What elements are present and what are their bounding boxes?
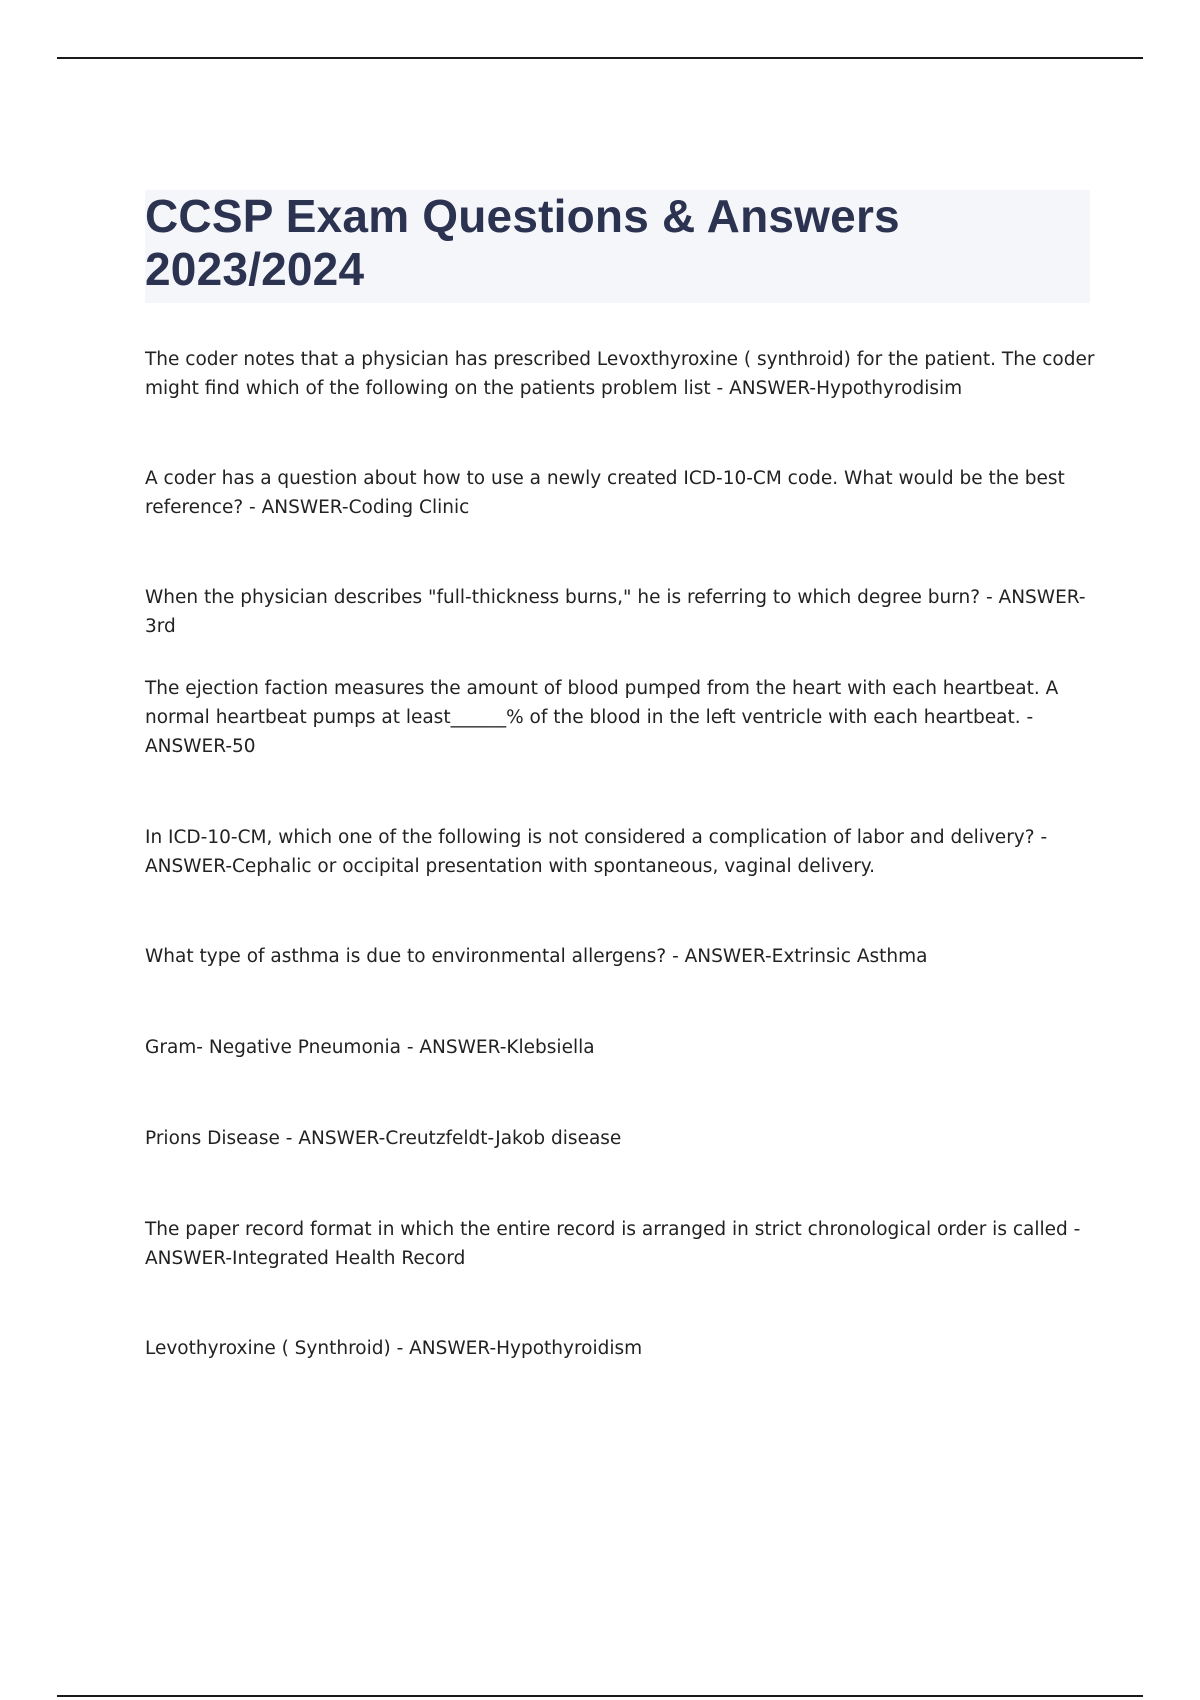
qa-item: Levothyroxine ( Synthroid) - ANSWER-Hypothyroidism bbox=[145, 1338, 643, 1359]
bottom-divider bbox=[57, 1695, 1143, 1697]
qa-item: In ICD-10-CM, which one of the following is not considered a complication of labor and delivery? - ANSWER-Cephalic or occipital presentation with spontaneous, vaginal delivery. bbox=[145, 827, 1048, 877]
page-title-line-1: CCSP Exam Questions & Answers bbox=[145, 190, 900, 242]
qa-item: When the physician describes "full-thickness burns," he is referring to which degree burn? - ANSWER-3rd bbox=[145, 587, 1086, 637]
title-banner bbox=[145, 190, 1090, 303]
qa-item: Prions Disease - ANSWER-Creutzfeldt-Jakob disease bbox=[145, 1128, 622, 1149]
qa-item: A coder has a question about how to use a newly created ICD-10-CM code. What would be the best reference? - ANSWER-Coding Clinic bbox=[145, 468, 1065, 518]
qa-item: The ejection faction measures the amount of blood pumped from the heart with each heartbeat. A normal heartbeat pumps at least______% of the blood in the left ventricle with each heartbeat. - ANSWER-50 bbox=[145, 678, 1059, 757]
qa-item: Gram- Negative Pneumonia - ANSWER-Klebsiella bbox=[145, 1037, 595, 1058]
qa-item: What type of asthma is due to environmental allergens? - ANSWER-Extrinsic Asthma bbox=[145, 946, 928, 967]
top-divider bbox=[57, 57, 1143, 59]
qa-item: The paper record format in which the entire record is arranged in strict chronological order is called - ANSWER-Integrated Health Record bbox=[145, 1219, 1081, 1269]
page-title-line-2: 2023/2024 bbox=[145, 243, 365, 295]
page-title bbox=[145, 190, 1090, 296]
qa-item: The coder notes that a physician has prescribed Levoxthyroxine ( synthroid) for the patient. The coder might find which of the following on the patients problem list - ANSWER-Hypothyrodisim bbox=[145, 349, 1095, 399]
